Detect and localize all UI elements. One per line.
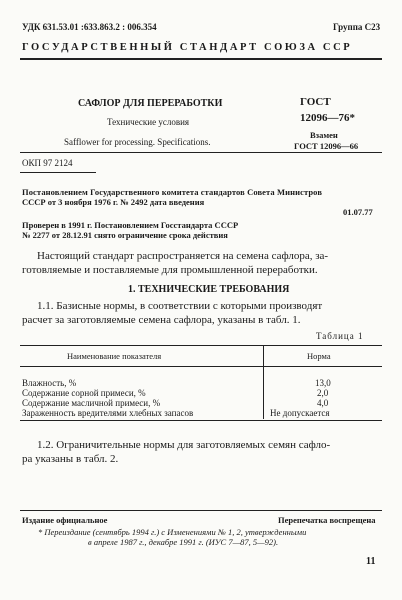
- table-row-name: Зараженность вредителями хлебных запасов: [22, 408, 194, 418]
- title-divider: [20, 152, 382, 153]
- table-bottom-rule: [20, 420, 382, 421]
- okp-code: ОКП 97 2124: [22, 158, 73, 168]
- standard-banner: ГОСУДАРСТВЕННЫЙ СТАНДАРТ СОЮЗА ССР: [22, 42, 353, 53]
- gost-number: 12096—76*: [300, 112, 355, 124]
- table-row-value: 2,0: [317, 388, 329, 398]
- check-line-2: № 2277 от 28.12.91 снято ограничение срока действия: [22, 230, 228, 240]
- introduction-date: 01.07.77: [343, 207, 373, 217]
- table-caption: Таблица 1: [316, 331, 364, 341]
- replaces-value: ГОСТ 12096—66: [294, 141, 359, 151]
- table-header-rule: [20, 366, 382, 367]
- group-code: Группа С23: [333, 22, 381, 32]
- table-row-value: 13,0: [315, 378, 331, 388]
- header-divider: [20, 58, 382, 60]
- decree-line-2: СССР от 3 ноября 1976 г. № 2492 дата введения: [22, 197, 205, 207]
- table-row-name: Содержание масличной примеси, %: [22, 398, 161, 408]
- page-number: 11: [366, 556, 376, 567]
- udk-code: УДК 631.53.01 :633.863.2 : 006.354: [22, 22, 157, 32]
- paragraph-1-2-line-1: 1.2. Ограничительные нормы для заготовляемых семян сафло-: [37, 439, 331, 451]
- paragraph-1-1-line-1: 1.1. Базисные нормы, в соответствии с которыми производят: [37, 300, 323, 312]
- document-subtitle: Технические условия: [107, 117, 190, 127]
- document-title: САФЛОР ДЛЯ ПЕРЕРАБОТКИ: [78, 98, 223, 109]
- intro-line-2: готовляемые и поставляемые для промышленной переработки.: [22, 264, 318, 276]
- intro-line-1: Настоящий стандарт распространяется на семена сафлора, за-: [37, 250, 329, 262]
- gost-label: ГОСТ: [300, 96, 331, 108]
- footer-divider: [20, 510, 382, 511]
- table-column-rule: [263, 345, 264, 419]
- reprint-notice: Перепечатка воспрещена: [278, 515, 376, 525]
- reissue-note-line-2: в апреле 1987 г., декабре 1991 г. (ИУС 7—87, 5—92).: [88, 537, 279, 547]
- check-line-1: Проверен в 1991 г. Постановлением Госстандарта СССР: [22, 220, 239, 230]
- table-row-value: 4,0: [317, 398, 329, 408]
- paragraph-1-2-line-2: ра указаны в табл. 2.: [22, 453, 119, 465]
- official-edition: Издание официальное: [22, 515, 108, 525]
- table-row-value: Не допускается: [270, 408, 330, 418]
- english-title: Safflower for processing. Specifications.: [64, 137, 211, 147]
- reissue-note-line-1: * Переиздание (сентябрь 1994 г.) с Изменениями № 1, 2, утвержденными: [38, 527, 307, 537]
- table-row-name: Влажность, %: [22, 378, 77, 388]
- section-heading: 1. ТЕХНИЧЕСКИЕ ТРЕБОВАНИЯ: [128, 284, 290, 295]
- table-header-name: Наименование показателя: [67, 351, 162, 361]
- table-header-norm: Норма: [307, 351, 331, 361]
- paragraph-1-1-line-2: расчет за заготовляемые семена сафлора, указаны в табл. 1.: [22, 314, 301, 326]
- okp-underline: [20, 172, 96, 173]
- table-row-name: Содержание сорной примеси, %: [22, 388, 146, 398]
- table-top-rule: [20, 345, 382, 346]
- replaces-label: Взамен: [310, 130, 338, 140]
- decree-line-1: Постановлением Государственного комитета стандартов Совета Министров: [22, 187, 323, 197]
